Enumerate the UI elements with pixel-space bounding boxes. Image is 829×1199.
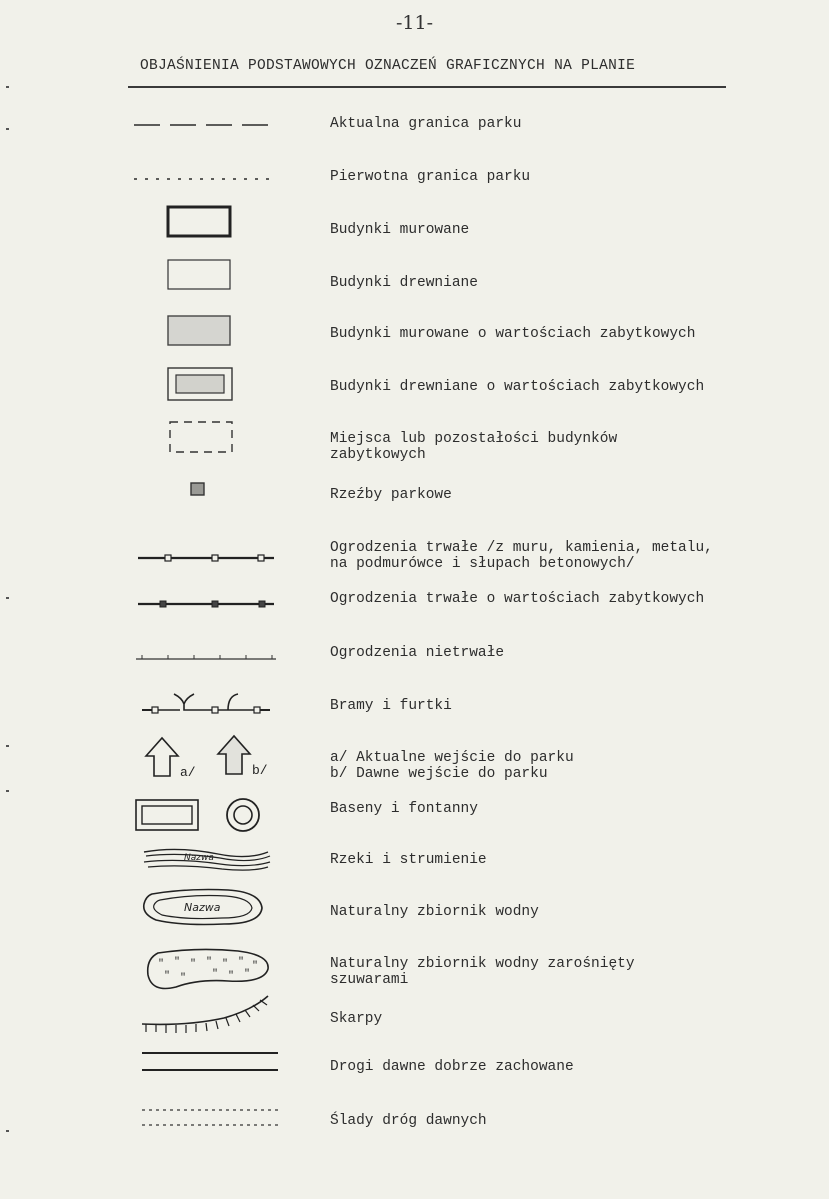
- svg-text:": ": [190, 959, 197, 970]
- legend-label: Ogrodzenia nietrwałe: [330, 645, 505, 661]
- svg-text:": ": [238, 957, 245, 968]
- legend-label: Rzeźby parkowe: [330, 487, 452, 503]
- page-title: OBJAŚNIENIA PODSTAWOWYCH OZNACZEŃ GRAFICZNYCH NA PLANIE: [140, 58, 636, 74]
- double-line-road-icon: [128, 1048, 288, 1076]
- legend-label: Budynki drewniane: [330, 275, 478, 291]
- dashed-rectangle-icon: [128, 418, 288, 456]
- legend-label: Ogrodzenia trwałe /z muru, kamienia, metalu, na podmurówce i słupach betonowych/: [330, 540, 713, 572]
- entrance-arrows-icon: [128, 732, 288, 780]
- svg-text:": ": [222, 959, 229, 970]
- escarpment-icon: [128, 992, 288, 1038]
- dashed-line-icon: [128, 118, 288, 132]
- gate-icon: [128, 688, 288, 718]
- legend-label: Naturalny zbiornik wodny zarośnięty szuwarami: [330, 956, 635, 988]
- legend-label: Pierwotna granica parku: [330, 169, 531, 185]
- svg-text:": ": [174, 957, 181, 968]
- svg-text:": ": [158, 959, 165, 970]
- reed-pond-icon: [128, 945, 288, 995]
- dotted-line-icon: [128, 172, 288, 186]
- legend-label: a/ Aktualne wejście do parku b/ Dawne wejście do parku: [330, 750, 574, 782]
- legend-label: Baseny i fontanny: [330, 801, 478, 817]
- entrance-mark-b: b/: [252, 763, 268, 778]
- legend-label: Aktualna granica parku: [330, 116, 522, 132]
- svg-text:": ": [228, 971, 235, 982]
- thin-rectangle-icon: [128, 257, 288, 293]
- svg-text:": ": [164, 971, 171, 982]
- legend-label: Ślady dróg dawnych: [330, 1113, 487, 1129]
- small-square-icon: [128, 480, 288, 500]
- pond-icon: [128, 884, 288, 930]
- svg-text:": ": [244, 969, 251, 980]
- river-icon: [128, 842, 288, 874]
- fence-ticks-icon: [128, 650, 288, 664]
- legend-label: Budynki murowane o wartościach zabytkowych: [330, 326, 696, 342]
- double-rectangle-icon: [128, 365, 288, 403]
- legend-label: Bramy i furtki: [330, 698, 452, 714]
- pond-name-mark: Nazwa: [184, 901, 221, 914]
- svg-text:": ": [180, 973, 187, 984]
- margin-speck: [6, 128, 9, 130]
- margin-speck: [6, 745, 9, 747]
- thick-rectangle-icon: [128, 204, 288, 240]
- legend-label: Drogi dawne dobrze zachowane: [330, 1059, 574, 1075]
- river-name-mark: Nazwa: [184, 853, 214, 863]
- fence-filled-posts-icon: [128, 596, 288, 612]
- legend-label: Miejsca lub pozostałości budynków zabytkowych: [330, 431, 618, 463]
- fence-open-posts-icon: [128, 550, 288, 566]
- svg-text:": ": [212, 969, 219, 980]
- svg-text:": ": [252, 961, 259, 972]
- legend-label: Skarpy: [330, 1011, 383, 1027]
- margin-speck: [6, 597, 9, 599]
- page-number: -11-: [395, 12, 434, 34]
- svg-text:": ": [206, 957, 213, 968]
- margin-speck: [6, 790, 9, 792]
- legend-label: Budynki murowane: [330, 222, 470, 238]
- shaded-rectangle-icon: [128, 313, 288, 349]
- dotted-double-road-icon: [128, 1104, 288, 1132]
- legend-label: Naturalny zbiornik wodny: [330, 904, 539, 920]
- margin-speck: [6, 1130, 9, 1132]
- legend-label: Budynki drewniane o wartościach zabytkowych: [330, 379, 705, 395]
- margin-speck: [6, 86, 9, 88]
- legend-label: Rzeki i strumienie: [330, 852, 487, 868]
- title-underline: [128, 86, 726, 88]
- legend-label: Ogrodzenia trwałe o wartościach zabytkowych: [330, 591, 705, 607]
- entrance-mark-a: a/: [180, 765, 196, 780]
- pool-fountain-icon: [128, 796, 288, 836]
